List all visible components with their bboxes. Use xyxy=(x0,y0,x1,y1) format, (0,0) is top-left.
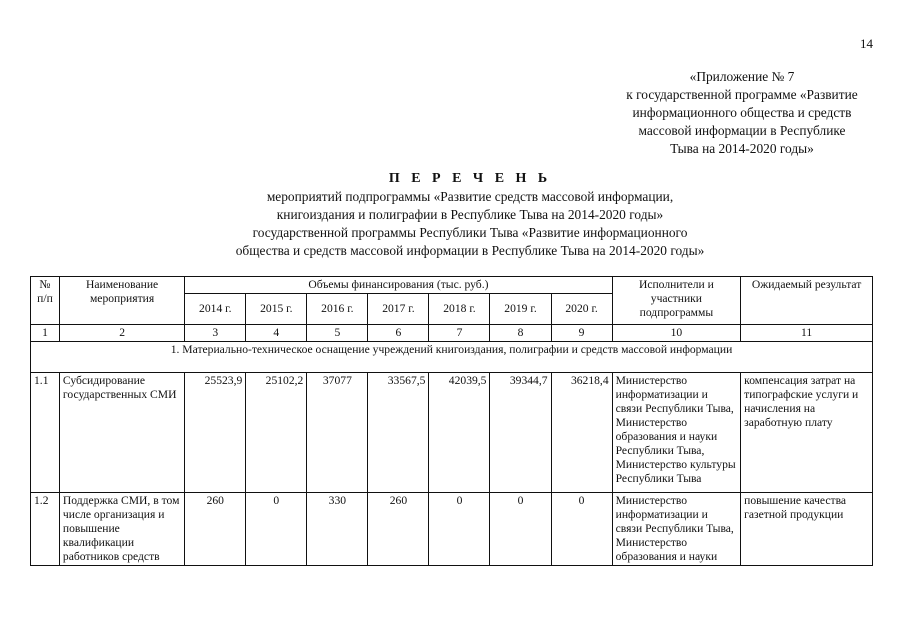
header-funding: Объемы финансирования (тыс. руб.) xyxy=(185,277,612,294)
row-value: 33567,5 xyxy=(368,373,429,493)
row-value: 0 xyxy=(429,493,490,566)
heading-line: мероприятий подпрограммы «Развитие средств массовой информации, xyxy=(266,189,674,204)
row-name: Субсидирование государственных СМИ xyxy=(59,373,184,493)
row-value: 0 xyxy=(246,493,307,566)
row-value: 42039,5 xyxy=(429,373,490,493)
header-year: 2017 г. xyxy=(368,294,429,325)
row-executors: Министерство информатизации и связи Республики Тыва, Министерство образования и науки xyxy=(612,493,741,566)
column-number: 4 xyxy=(246,325,307,342)
document-heading xyxy=(190,170,750,260)
header-result: Ожидаемый результат xyxy=(741,277,873,325)
appendix-line: «Приложение № 7 xyxy=(689,69,795,84)
appendix-line: к государственной программе «Развитие xyxy=(626,87,858,102)
heading-line: государственной программы Республики Тыва «Развитие информационного xyxy=(252,225,688,240)
header-year: 2016 г. xyxy=(307,294,368,325)
column-number: 9 xyxy=(551,325,612,342)
row-value: 25102,2 xyxy=(246,373,307,493)
column-number: 7 xyxy=(429,325,490,342)
measures-table xyxy=(30,276,873,566)
appendix-line: массовой информации в Республике xyxy=(638,123,846,138)
header-executors: Исполнители и участники подпрограммы xyxy=(612,277,741,325)
header-year: 2020 г. xyxy=(551,294,612,325)
appendix-line: информационного общества и средств xyxy=(632,105,852,120)
column-number: 10 xyxy=(612,325,741,342)
column-number: 8 xyxy=(490,325,551,342)
appendix-block xyxy=(602,68,882,158)
row-executors: Министерство информатизации и связи Республики Тыва, Министерство образования и науки Республики Тыва, Министерство культуры Республики Тыва xyxy=(612,373,741,493)
row-value: 39344,7 xyxy=(490,373,551,493)
row-value: 0 xyxy=(490,493,551,566)
table-header-row xyxy=(31,277,873,294)
row-number: 1.1 xyxy=(31,373,60,493)
column-number: 1 xyxy=(31,325,60,342)
row-value: 330 xyxy=(307,493,368,566)
row-name: Поддержка СМИ, в том числе организация и повышение квалификации работников средств xyxy=(59,493,184,566)
heading-line: общества и средств массовой информации в Республике Тыва на 2014-2020 годы» xyxy=(235,243,705,258)
appendix-line: Тыва на 2014-2020 годы» xyxy=(670,141,814,156)
heading-title: П Е Р Е Ч Е Н Ь xyxy=(388,171,552,186)
column-numbers-row xyxy=(31,325,873,342)
row-value: 260 xyxy=(185,493,246,566)
table-row xyxy=(31,493,873,566)
row-value: 36218,4 xyxy=(551,373,612,493)
header-name: Наименование мероприятия xyxy=(59,277,184,325)
header-num: № п/п xyxy=(31,277,60,325)
column-number: 11 xyxy=(741,325,873,342)
column-number: 3 xyxy=(185,325,246,342)
header-year: 2014 г. xyxy=(185,294,246,325)
column-number: 6 xyxy=(368,325,429,342)
row-result: компенсация затрат на типографские услуги и начисления на заработную плату xyxy=(741,373,873,493)
section-row xyxy=(31,342,873,373)
header-year: 2019 г. xyxy=(490,294,551,325)
section-title: 1. Материально-техническое оснащение учреждений книгоиздания, полиграфии и средств массовой информации xyxy=(31,342,873,373)
column-number: 2 xyxy=(59,325,184,342)
page-number: 14 xyxy=(860,36,873,51)
row-value: 0 xyxy=(551,493,612,566)
header-year: 2015 г. xyxy=(246,294,307,325)
table-row xyxy=(31,373,873,493)
header-year: 2018 г. xyxy=(429,294,490,325)
row-result: повышение качества газетной продукции xyxy=(741,493,873,566)
column-number: 5 xyxy=(307,325,368,342)
row-value: 37077 xyxy=(307,373,368,493)
row-number: 1.2 xyxy=(31,493,60,566)
row-value: 260 xyxy=(368,493,429,566)
heading-line: книгоиздания и полиграфии в Республике Тыва на 2014-2020 годы» xyxy=(276,207,664,222)
row-value: 25523,9 xyxy=(185,373,246,493)
